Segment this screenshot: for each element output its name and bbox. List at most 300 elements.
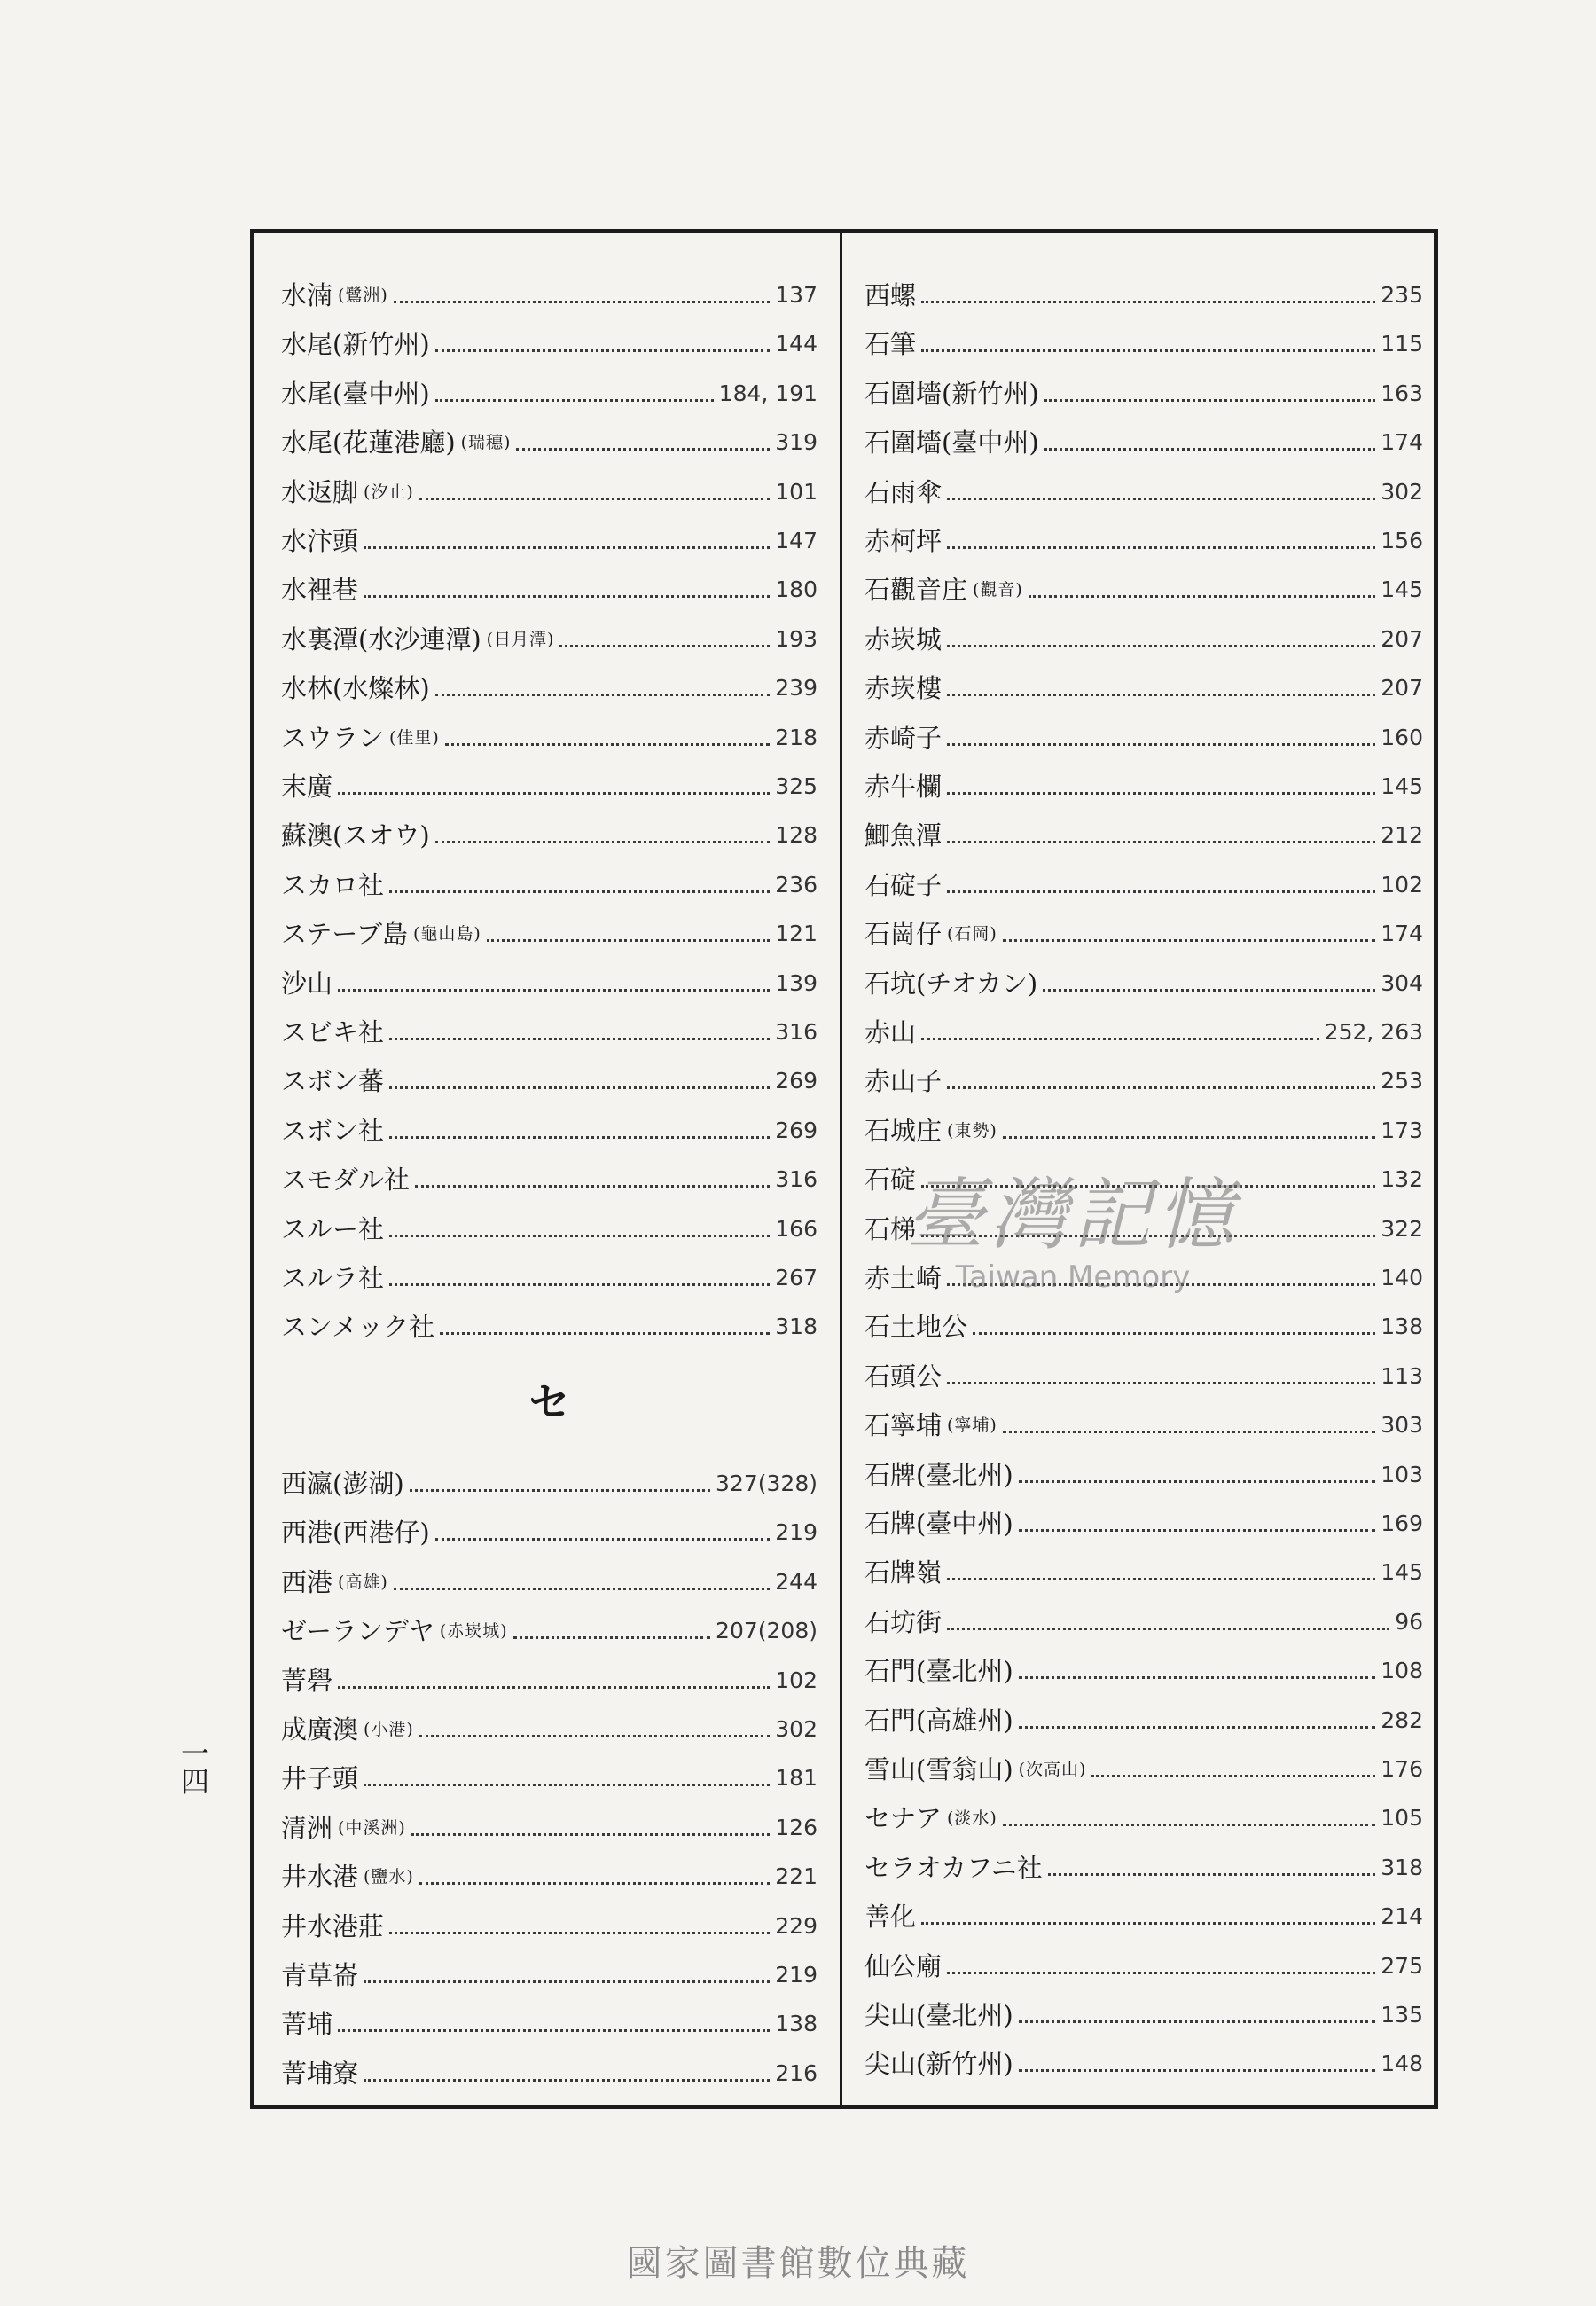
entry-term: 尖山(臺北州) bbox=[864, 2000, 1013, 2030]
entry-page-number: 147 bbox=[775, 528, 818, 553]
index-entry bbox=[864, 966, 1423, 1001]
entry-page-number: 319 bbox=[775, 429, 818, 456]
entry-term: 雪山(雪翁山) bbox=[864, 1754, 1013, 1784]
entry-page-number: 269 bbox=[775, 1117, 818, 1143]
entry-term: 井子頭 bbox=[281, 1763, 359, 1794]
entry-term: スルラ社 bbox=[281, 1263, 385, 1293]
dot-leader bbox=[389, 1038, 770, 1040]
dot-leader bbox=[947, 1086, 1375, 1089]
watermark-chinese: 臺灣記憶 bbox=[905, 1169, 1240, 1260]
dot-leader bbox=[1044, 399, 1376, 402]
entry-term: セナア bbox=[864, 1803, 943, 1834]
entry-term: 菁埔寮 bbox=[281, 2058, 359, 2089]
entry-page-number: 236 bbox=[775, 871, 818, 898]
dot-leader bbox=[440, 1332, 770, 1335]
dot-leader bbox=[1019, 1726, 1376, 1729]
column-divider bbox=[840, 233, 842, 2105]
entry-note: (佳里) bbox=[389, 727, 440, 748]
dot-leader bbox=[338, 989, 770, 992]
library-footer: 國家圖書館數位典藏 bbox=[626, 2243, 970, 2284]
entry-term: 沙山 bbox=[281, 968, 333, 999]
entry-page-number: 174 bbox=[1381, 921, 1423, 947]
dot-leader bbox=[947, 743, 1375, 746]
entry-page-number: 207 bbox=[1381, 675, 1423, 702]
index-entry bbox=[864, 2046, 1423, 2082]
entry-term: 石寧埔 bbox=[864, 1410, 943, 1441]
dot-leader bbox=[389, 1235, 770, 1237]
dot-leader bbox=[973, 1332, 1375, 1335]
entry-term: 水湳 bbox=[281, 280, 333, 310]
entry-note: (龜山島) bbox=[412, 924, 481, 945]
entry-note: (小港) bbox=[364, 1720, 414, 1739]
dot-leader bbox=[415, 1185, 770, 1188]
dot-leader bbox=[1003, 1431, 1375, 1433]
entry-term: 仙公廟 bbox=[864, 1950, 943, 1981]
taiwan-memory-watermark bbox=[851, 1153, 1295, 1330]
entry-term: 赤柯坪 bbox=[864, 526, 943, 556]
entry-term: 水裡巷 bbox=[281, 575, 359, 606]
index-entry bbox=[864, 1604, 1423, 1640]
entry-page-number: 303 bbox=[1381, 1412, 1423, 1439]
dot-leader bbox=[947, 498, 1375, 500]
dot-leader bbox=[947, 1578, 1375, 1580]
dot-leader bbox=[394, 1588, 770, 1590]
entry-page-number: 138 bbox=[1381, 1314, 1423, 1340]
dot-leader bbox=[389, 1283, 770, 1286]
entry-term: 鯽魚潭 bbox=[864, 820, 943, 851]
dot-leader bbox=[516, 448, 770, 451]
dot-leader bbox=[1091, 1775, 1375, 1777]
index-entry bbox=[864, 1555, 1423, 1590]
entry-page-number: 115 bbox=[1381, 331, 1423, 357]
index-entry bbox=[864, 1506, 1423, 1541]
dot-leader bbox=[1048, 1873, 1376, 1876]
entry-page-number: 145 bbox=[1381, 576, 1423, 603]
entry-term: 末廣 bbox=[281, 772, 333, 802]
entry-term: 石碇 bbox=[864, 1165, 917, 1196]
entry-page-number: 173 bbox=[1381, 1117, 1423, 1143]
entry-page-number: 135 bbox=[1381, 2002, 1423, 2028]
index-entry bbox=[281, 1212, 818, 1247]
index-entry bbox=[864, 1949, 1423, 1984]
entry-note: (寧埔) bbox=[947, 1416, 998, 1436]
dot-leader bbox=[410, 1489, 710, 1492]
entry-page-number: 239 bbox=[775, 675, 818, 702]
dot-leader bbox=[364, 546, 770, 549]
index-entry bbox=[864, 1703, 1423, 1738]
entry-page-number: 193 bbox=[775, 625, 818, 652]
dot-leader bbox=[947, 1382, 1375, 1384]
index-entry bbox=[864, 622, 1423, 657]
entry-term: 石圍墻(新竹州) bbox=[864, 378, 1039, 409]
entry-page-number: 318 bbox=[1381, 1854, 1423, 1880]
entry-term: スボン蕃 bbox=[281, 1066, 385, 1097]
entry-page-number: 216 bbox=[775, 2059, 818, 2086]
entry-term: 水尾(新竹州) bbox=[281, 329, 430, 360]
entry-term: 成廣澳 bbox=[281, 1714, 359, 1745]
entry-term: 尖山(新竹州) bbox=[864, 2049, 1013, 2080]
entry-note: (淡水) bbox=[947, 1808, 998, 1829]
entry-page-number: 316 bbox=[775, 1166, 818, 1193]
index-entry bbox=[864, 1653, 1423, 1689]
index-entry bbox=[281, 523, 818, 559]
entry-page-number: 148 bbox=[1381, 2051, 1423, 2077]
entry-page-number: 180 bbox=[775, 576, 818, 603]
dot-leader bbox=[1043, 989, 1375, 992]
entry-term: 石城庄 bbox=[864, 1115, 943, 1146]
index-entry bbox=[281, 2056, 818, 2091]
entry-term: 水返脚 bbox=[281, 476, 359, 507]
entry-page-number: 96 bbox=[1395, 1608, 1423, 1635]
entry-note: (次高山) bbox=[1018, 1760, 1087, 1779]
dot-leader bbox=[411, 1833, 770, 1836]
index-entry bbox=[281, 1565, 818, 1600]
entry-page-number: 137 bbox=[775, 282, 818, 308]
index-entry bbox=[281, 1909, 818, 1944]
entry-page-number: 322 bbox=[1381, 1215, 1423, 1242]
entry-note: (赤崁城) bbox=[439, 1621, 508, 1642]
index-entry bbox=[281, 1063, 818, 1099]
index-entry bbox=[281, 818, 818, 853]
dot-leader bbox=[419, 498, 770, 500]
dot-leader bbox=[389, 1136, 770, 1139]
entry-page-number: 244 bbox=[775, 1568, 818, 1595]
entry-page-number: 139 bbox=[775, 969, 818, 996]
entry-page-number: 102 bbox=[775, 1667, 818, 1693]
dot-leader bbox=[1019, 1676, 1376, 1679]
index-entry bbox=[281, 1015, 818, 1050]
entry-term: 赤崁樓 bbox=[864, 673, 943, 704]
index-entry bbox=[864, 671, 1423, 706]
index-entry bbox=[281, 1859, 818, 1894]
entry-note: (汐止) bbox=[364, 482, 414, 502]
entry-term: 西港 bbox=[281, 1566, 333, 1597]
dot-leader bbox=[921, 1038, 1319, 1040]
entry-term: 石牌(臺北州) bbox=[864, 1459, 1013, 1490]
entry-page-number: 145 bbox=[1381, 1559, 1423, 1586]
index-entry bbox=[281, 769, 818, 804]
entry-term: 菁埔 bbox=[281, 2009, 333, 2040]
index-entry bbox=[281, 326, 818, 362]
entry-term: 石牌嶺 bbox=[864, 1557, 943, 1588]
dot-leader bbox=[1019, 1529, 1376, 1532]
entry-page-number: 113 bbox=[1381, 1362, 1423, 1389]
entry-page-number: 121 bbox=[775, 921, 818, 947]
entry-term: 赤山 bbox=[864, 1017, 917, 1047]
index-entry bbox=[864, 1015, 1423, 1050]
entry-term: 石梯 bbox=[864, 1213, 917, 1244]
entry-page-number: 218 bbox=[775, 724, 818, 750]
dot-leader bbox=[419, 1735, 770, 1737]
entry-page-number: 103 bbox=[1381, 1461, 1423, 1487]
index-entry bbox=[281, 1663, 818, 1698]
index-entry bbox=[281, 1761, 818, 1796]
index-entry bbox=[864, 326, 1423, 362]
entry-term: スウラン bbox=[281, 722, 385, 753]
entry-page-number: 212 bbox=[1381, 822, 1423, 849]
index-entry bbox=[864, 720, 1423, 756]
watermark-english: Taiwan Memory bbox=[955, 1259, 1191, 1295]
entry-term: スルー社 bbox=[281, 1213, 385, 1244]
entry-page-number: 219 bbox=[775, 1962, 818, 1988]
index-entry bbox=[281, 867, 818, 903]
entry-term: 清洲 bbox=[281, 1812, 333, 1843]
dot-leader bbox=[364, 2079, 770, 2082]
index-entry bbox=[281, 1309, 818, 1345]
dot-leader bbox=[435, 841, 771, 843]
entry-page-number: 325 bbox=[775, 773, 818, 799]
entry-term: スモダル社 bbox=[281, 1165, 411, 1196]
index-entry bbox=[864, 523, 1423, 559]
dot-leader bbox=[364, 1980, 770, 1983]
entry-term: 石觀音庄 bbox=[864, 575, 968, 606]
entry-term: 石崗仔 bbox=[864, 919, 943, 950]
dot-leader bbox=[921, 301, 1375, 303]
dot-leader bbox=[947, 546, 1375, 549]
index-entry bbox=[281, 475, 818, 510]
entry-page-number: 126 bbox=[775, 1814, 818, 1840]
entry-page-number: 169 bbox=[1381, 1510, 1423, 1536]
index-entry bbox=[281, 671, 818, 706]
entry-term: 石碇子 bbox=[864, 869, 943, 900]
entry-term: 蘇澳(スオウ) bbox=[281, 820, 430, 851]
index-entry bbox=[864, 1063, 1423, 1099]
index-entry bbox=[281, 916, 818, 952]
entry-page-number: 252, 263 bbox=[1324, 1019, 1423, 1045]
index-entry bbox=[281, 966, 818, 1001]
index-entry bbox=[864, 1113, 1423, 1149]
dot-leader bbox=[1019, 1480, 1376, 1483]
entry-term: スンメック社 bbox=[281, 1312, 435, 1343]
dot-leader bbox=[419, 1882, 770, 1885]
entry-term: 青草崙 bbox=[281, 1960, 359, 1990]
entry-term: 水林(水燦林) bbox=[281, 673, 430, 704]
dot-leader bbox=[921, 349, 1375, 352]
index-entry bbox=[864, 1752, 1423, 1787]
index-entry bbox=[281, 1515, 818, 1550]
dot-leader bbox=[1003, 1136, 1375, 1139]
dot-leader bbox=[559, 645, 770, 647]
entry-term: 西螺 bbox=[864, 280, 917, 310]
entry-page-number: 140 bbox=[1381, 1265, 1423, 1290]
entry-page-number: 282 bbox=[1381, 1706, 1423, 1733]
dot-leader bbox=[364, 1784, 770, 1786]
entry-page-number: 101 bbox=[775, 478, 818, 505]
section-heading-se: セ bbox=[528, 1378, 570, 1426]
entry-note: (觀音) bbox=[973, 580, 1023, 600]
entry-term: 水汴頭 bbox=[281, 526, 359, 556]
entry-page-number: 253 bbox=[1381, 1068, 1423, 1094]
index-entry bbox=[864, 1800, 1423, 1836]
entry-page-number: 132 bbox=[1381, 1166, 1423, 1193]
entry-term: スカロ社 bbox=[281, 869, 385, 900]
dot-leader bbox=[364, 595, 770, 598]
entry-term: 石筆 bbox=[864, 329, 917, 360]
entry-note: (東勢) bbox=[947, 1120, 998, 1141]
entry-note: (高雄) bbox=[338, 1572, 388, 1592]
entry-term: セラオカフニ社 bbox=[864, 1852, 1043, 1883]
entry-term: 赤牛欄 bbox=[864, 772, 943, 802]
dot-leader bbox=[947, 890, 1375, 893]
entry-term: ステーブ島 bbox=[281, 919, 408, 950]
entry-page-number: 269 bbox=[775, 1068, 818, 1094]
entry-page-number: 163 bbox=[1381, 380, 1423, 406]
index-entry bbox=[281, 1162, 818, 1197]
entry-note: (鹽水) bbox=[364, 1867, 414, 1887]
entry-term: ゼーランデヤ bbox=[281, 1616, 434, 1647]
entry-term: 石雨傘 bbox=[864, 476, 943, 507]
entry-term: 水尾(臺中州) bbox=[281, 378, 430, 409]
index-entry bbox=[864, 916, 1423, 952]
entry-page-number: 176 bbox=[1381, 1756, 1423, 1782]
dot-leader bbox=[435, 694, 771, 696]
dot-leader bbox=[389, 890, 770, 893]
index-entry bbox=[281, 1260, 818, 1296]
dot-leader bbox=[921, 1922, 1375, 1925]
index-entry bbox=[864, 867, 1423, 903]
index-entry bbox=[281, 1712, 818, 1747]
index-entry bbox=[864, 1997, 1423, 2033]
entry-page-number: 318 bbox=[775, 1314, 818, 1340]
entry-page-number: 235 bbox=[1381, 282, 1423, 308]
entry-page-number: 302 bbox=[775, 1716, 818, 1742]
dot-leader bbox=[1029, 595, 1375, 598]
entry-page-number: 181 bbox=[775, 1765, 818, 1792]
entry-term: 石頭公 bbox=[864, 1361, 943, 1392]
entry-page-number: 219 bbox=[775, 1519, 818, 1546]
index-entry bbox=[281, 720, 818, 756]
index-entry bbox=[864, 1408, 1423, 1443]
entry-page-number: 207 bbox=[1381, 625, 1423, 652]
entry-page-number: 102 bbox=[1381, 871, 1423, 898]
index-entry bbox=[864, 278, 1423, 313]
dot-leader bbox=[947, 694, 1375, 696]
page-number: 一四 bbox=[176, 1738, 210, 1795]
index-entry bbox=[864, 1457, 1423, 1493]
entry-term: 赤崁城 bbox=[864, 624, 943, 655]
index-entry bbox=[864, 475, 1423, 510]
entry-term: 石圍墻(臺中州) bbox=[864, 427, 1039, 459]
entry-page-number: 221 bbox=[775, 1863, 818, 1890]
entry-page-number: 145 bbox=[1381, 773, 1423, 799]
dot-leader bbox=[1019, 2069, 1376, 2072]
entry-term: スビキ社 bbox=[281, 1017, 385, 1047]
index-entry bbox=[281, 1113, 818, 1149]
index-entry bbox=[281, 278, 818, 313]
entry-term: 水尾(花蓮港廳) bbox=[281, 427, 456, 459]
index-entry bbox=[864, 1359, 1423, 1394]
entry-page-number: 229 bbox=[775, 1912, 818, 1939]
dot-leader bbox=[338, 1686, 770, 1689]
dot-leader bbox=[394, 301, 770, 303]
dot-leader bbox=[1003, 939, 1375, 942]
entry-page-number: 304 bbox=[1381, 969, 1423, 996]
entry-page-number: 302 bbox=[1381, 478, 1423, 505]
entry-page-number: 166 bbox=[775, 1215, 818, 1242]
entry-page-number: 327(328) bbox=[716, 1471, 818, 1496]
dot-leader bbox=[1044, 448, 1376, 451]
entry-note: (瑞穗) bbox=[460, 433, 512, 453]
index-entry bbox=[281, 1957, 818, 1993]
dot-leader bbox=[1019, 2020, 1376, 2023]
entry-term: 石牌(臺中州) bbox=[864, 1509, 1013, 1539]
entry-note: (日月潭) bbox=[486, 629, 555, 649]
dot-leader bbox=[389, 1086, 770, 1089]
entry-term: 西港(西港仔) bbox=[281, 1518, 430, 1549]
dot-leader bbox=[947, 1972, 1375, 1974]
entry-page-number: 275 bbox=[1381, 1952, 1423, 1979]
index-entry bbox=[281, 1613, 818, 1649]
dot-leader bbox=[389, 1932, 770, 1934]
entry-page-number: 184, 191 bbox=[718, 380, 818, 406]
dot-leader bbox=[1003, 1824, 1375, 1826]
entry-page-number: 316 bbox=[775, 1019, 818, 1045]
entry-term: 赤山子 bbox=[864, 1066, 943, 1097]
index-entry bbox=[864, 818, 1423, 853]
index-entry bbox=[864, 1899, 1423, 1934]
entry-page-number: 267 bbox=[775, 1265, 818, 1290]
entry-term: 石門(臺北州) bbox=[864, 1656, 1013, 1687]
entry-page-number: 156 bbox=[1381, 528, 1423, 553]
dot-leader bbox=[513, 1636, 710, 1639]
entry-term: 石坊街 bbox=[864, 1606, 943, 1637]
entry-page-number: 105 bbox=[1381, 1805, 1423, 1831]
entry-note: (石岡) bbox=[947, 924, 998, 945]
dot-leader bbox=[445, 743, 770, 746]
dot-leader bbox=[338, 792, 770, 795]
entry-term: 菁礐 bbox=[281, 1665, 333, 1696]
index-entry bbox=[864, 1850, 1423, 1886]
dot-leader bbox=[338, 2029, 770, 2032]
entry-term: 石坑(チオカン) bbox=[864, 968, 1038, 999]
entry-term: 赤土崎 bbox=[864, 1263, 943, 1293]
entry-note: (鷺洲) bbox=[338, 286, 388, 305]
index-entry bbox=[864, 376, 1423, 412]
entry-note: (中溪洲) bbox=[338, 1817, 406, 1838]
entry-term: スボン社 bbox=[281, 1115, 385, 1146]
dot-leader bbox=[947, 841, 1375, 843]
entry-term: 石門(高雄州) bbox=[864, 1705, 1013, 1736]
index-entry bbox=[864, 425, 1423, 460]
index-entry bbox=[281, 1810, 818, 1846]
entry-page-number: 214 bbox=[1381, 1903, 1423, 1930]
index-entry bbox=[281, 572, 818, 608]
entry-page-number: 174 bbox=[1381, 429, 1423, 456]
entry-page-number: 108 bbox=[1381, 1658, 1423, 1684]
dot-leader bbox=[435, 349, 771, 352]
dot-leader bbox=[435, 399, 714, 402]
entry-page-number: 128 bbox=[775, 822, 818, 849]
entry-term: 井水港 bbox=[281, 1862, 359, 1893]
dot-leader bbox=[435, 1538, 771, 1541]
entry-term: 赤崎子 bbox=[864, 722, 943, 753]
index-entry bbox=[281, 376, 818, 412]
dot-leader bbox=[947, 645, 1375, 647]
dot-leader bbox=[487, 939, 770, 942]
index-entry bbox=[281, 1466, 818, 1502]
index-entry bbox=[281, 2006, 818, 2042]
index-entry bbox=[281, 425, 818, 460]
dot-leader bbox=[947, 1628, 1389, 1630]
entry-term: 井水港莊 bbox=[281, 1910, 385, 1941]
entry-page-number: 160 bbox=[1381, 724, 1423, 750]
entry-page-number: 144 bbox=[775, 331, 818, 357]
entry-page-number: 138 bbox=[775, 2011, 818, 2037]
entry-term: 西瀛(澎湖) bbox=[281, 1469, 404, 1499]
index-entry bbox=[281, 622, 818, 657]
index-entry bbox=[864, 769, 1423, 804]
entry-term: 水裏潭(水沙連潭) bbox=[281, 624, 481, 655]
